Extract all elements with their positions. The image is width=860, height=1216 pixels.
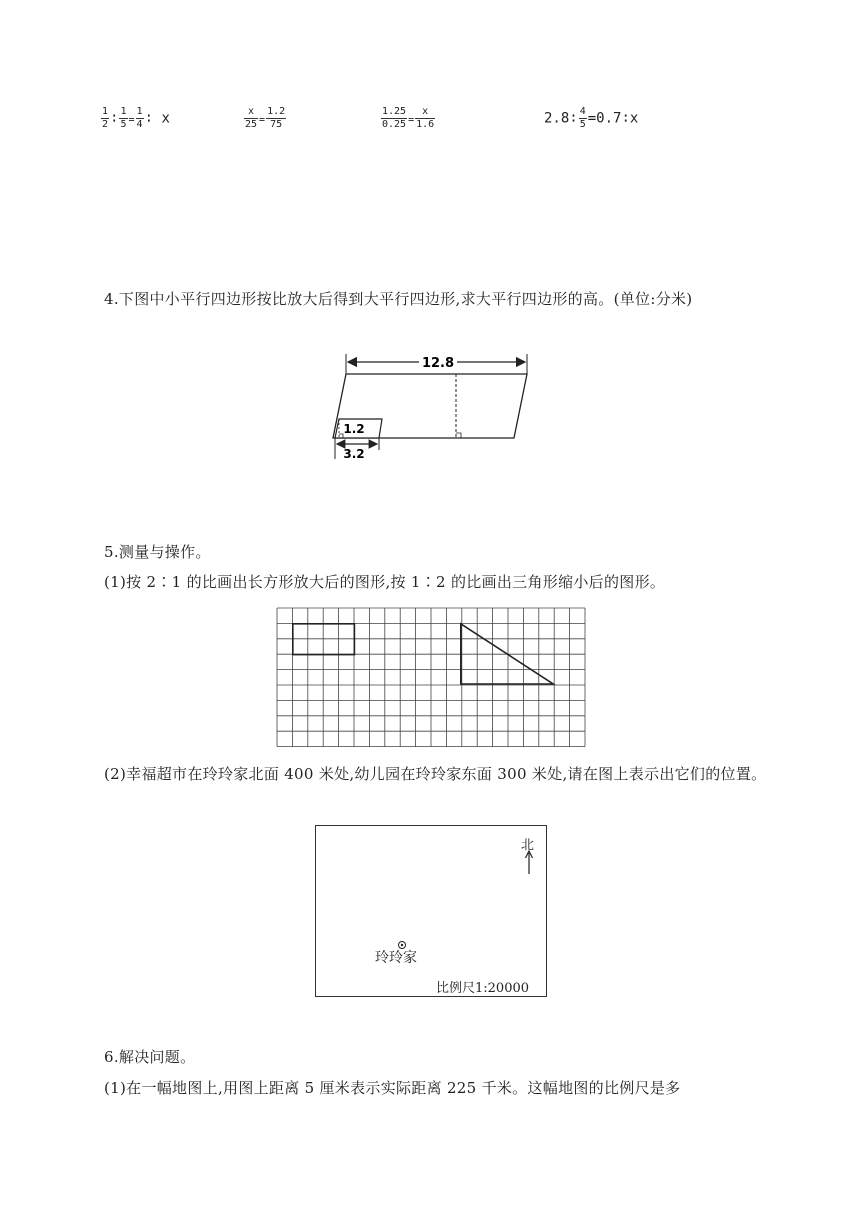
right-angle-mark: [456, 433, 461, 438]
ratio-colon: ∶: [144, 110, 153, 127]
equation-3: [380, 106, 436, 131]
map-box: [315, 825, 547, 997]
square-grid-figure: [276, 607, 586, 748]
question-5-part-1: (1)按 2∶1 的比画出长方形放大后的图形,按 1∶2 的比画出三角形缩小后的图形。: [104, 573, 666, 591]
home-label: 玲玲家: [375, 950, 417, 966]
equation-4: 2.8∶ $\frac{4}{5}$ =0.7∶x: [544, 106, 639, 130]
north-label: 北: [521, 838, 535, 853]
ratio-colon: ∶: [110, 110, 119, 127]
equals-sign: =: [128, 114, 135, 126]
fraction: $\frac{1}{4}$: [136, 106, 143, 130]
big-base-label: 12.8: [421, 356, 455, 371]
question-4-text: 4.下图中小平行四边形按比放大后得到大平行四边形,求大平行四边形的高。(单位:分米): [104, 290, 693, 308]
scale-label: 比例尺1:20000: [436, 981, 530, 996]
equals-sign: =: [408, 114, 415, 126]
question-5-part-2: (2)幸福超市在玲玲家北面 400 米处,幼儿园在玲玲家东面 300 米处,请在图上表示出它们的位置。: [104, 765, 767, 783]
fraction: $\frac{4}{5}$: [579, 106, 586, 130]
parallelogram-figure: [325, 350, 540, 462]
small-base-label: 3.2: [343, 447, 365, 461]
fraction: $\frac{1}{2}$: [102, 106, 109, 130]
fraction: $\frac{x}{1.6}$: [416, 106, 435, 130]
small-height-label: 1.2: [343, 422, 365, 436]
grid-lines: [277, 608, 585, 747]
fraction: $\frac{1.25}{0.25}$: [382, 106, 407, 130]
equation-2: [243, 106, 287, 131]
equation-1: [100, 106, 170, 131]
variable: x: [161, 110, 170, 127]
question-6-title: 6.解决问题。: [104, 1048, 196, 1066]
equals-sign: =: [259, 114, 266, 126]
north-arrow-icon: [524, 850, 534, 874]
question-5-title: 5.测量与操作。: [104, 543, 211, 561]
fraction: $\frac{1.2}{75}$: [267, 106, 286, 130]
fraction: $\frac{x}{25}$: [245, 106, 258, 130]
question-6-part-1: (1)在一幅地图上,用图上距离 5 厘米表示实际距离 225 千米。这幅地图的比例尺是多: [104, 1079, 681, 1097]
fraction: $\frac{1}{5}$: [120, 106, 127, 130]
